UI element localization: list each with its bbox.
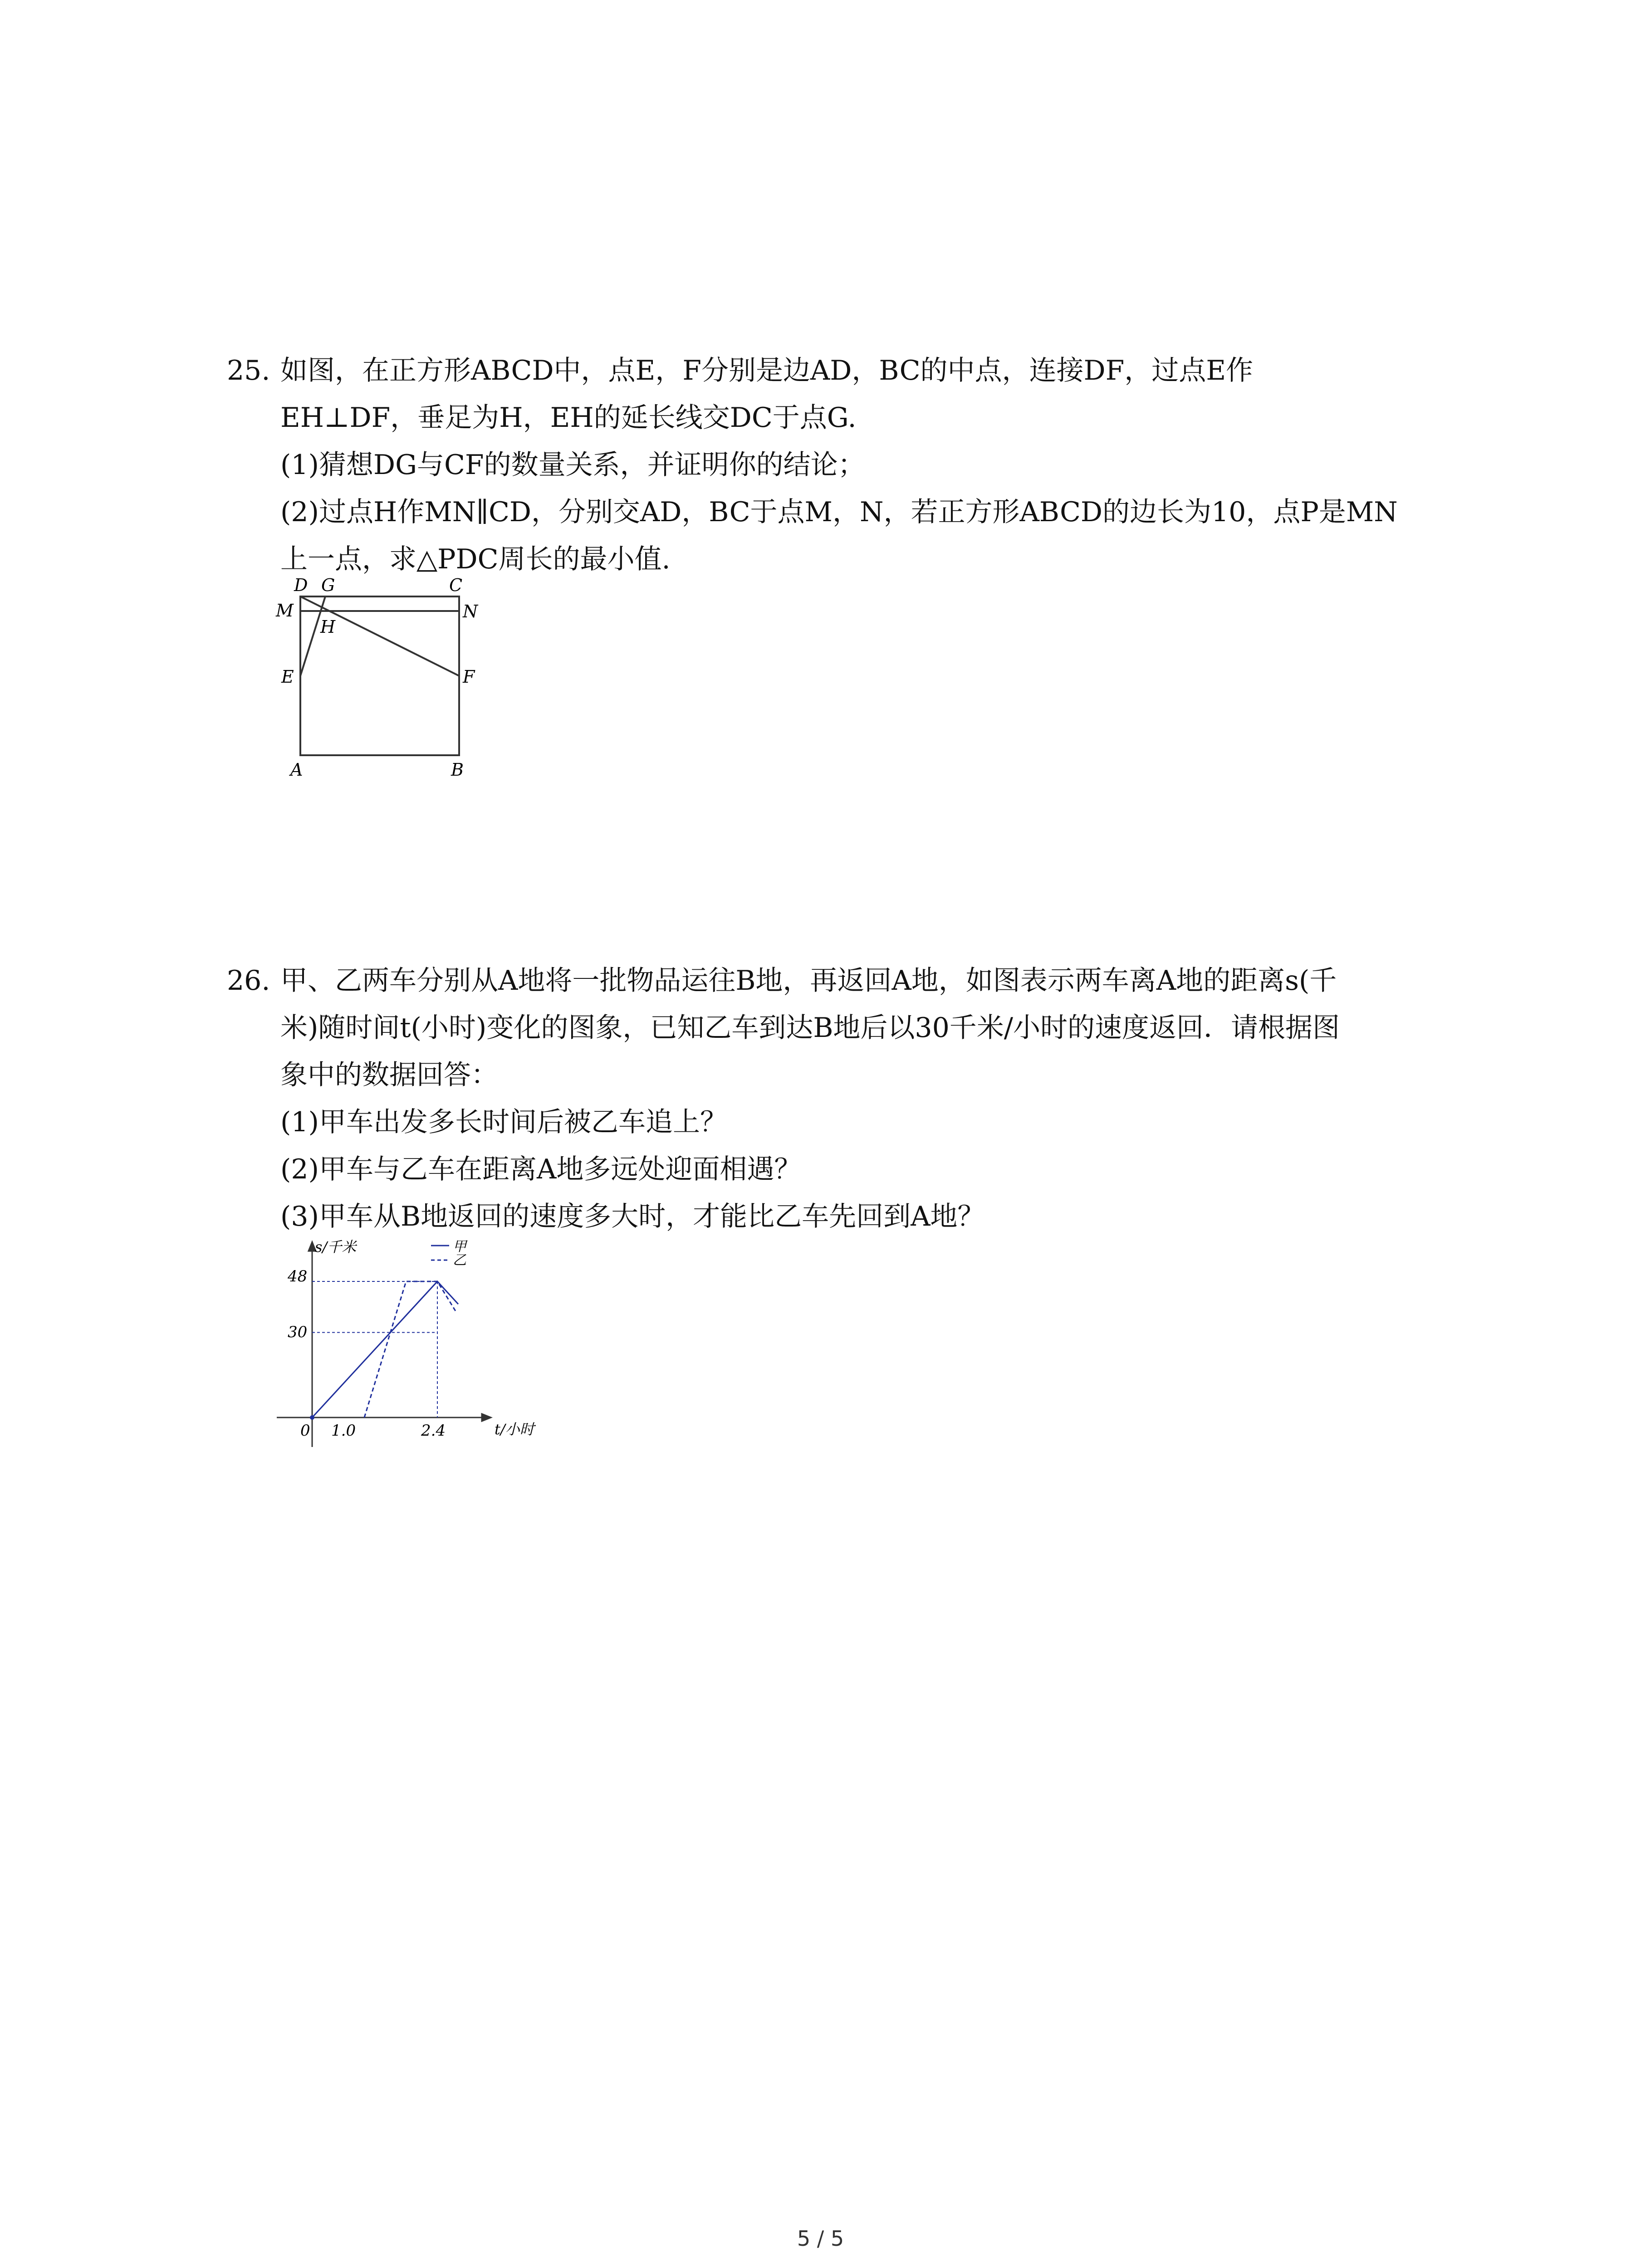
page-number: 5 / 5: [797, 2226, 844, 2251]
y-axis-label: s/千米: [315, 1238, 357, 1256]
origin-point: [310, 1415, 314, 1420]
q26-line-5: (2)甲车与乙车在距离A地多远处迎面相遇？: [280, 1154, 802, 1185]
x-axis-label: t/小时: [495, 1421, 534, 1438]
label-g: G: [321, 575, 335, 595]
q25-square-figure: [272, 569, 508, 782]
q25-line-3: (1)猜想DG与CF的数量关系，并证明你的结论；: [280, 449, 865, 481]
q25-line-2: EH⊥DF，垂足为H，EH的延长线交DC于点G.: [280, 402, 857, 434]
q26-line-6: (3)甲车从B地返回的速度多大时，才能比乙车先回到A地？: [280, 1201, 985, 1232]
q25-line-1: 25. 如图，在正方形ABCD中，点E，F分别是边AD，BC的中点，连接DF，过点E作: [227, 347, 1452, 394]
label-a: A: [290, 760, 303, 780]
series-line-yi: [364, 1281, 456, 1418]
label-b: B: [451, 760, 464, 780]
q26-line-4: (1)甲车出发多长时间后被乙车追上？: [280, 1106, 727, 1138]
label-d: D: [294, 575, 308, 595]
label-e: E: [281, 667, 294, 687]
origin-label: 0: [300, 1422, 310, 1440]
q25-line-4: (2)过点H作MN∥CD，分别交AD，BC于点M，N，若正方形ABCD的边长为10，点P是MN: [280, 496, 1398, 528]
q26-line-1: 26. 甲、乙两车分别从A地将一批物品运往B地，再返回A地，如图表示两车离A地的距离s(千: [227, 957, 1452, 1004]
x-axis-arrow: [482, 1414, 491, 1421]
label-m: M: [276, 601, 294, 621]
q26-line-3: 象中的数据回答：: [280, 1059, 498, 1091]
q25-line-5: 上一点，求△PDC周长的最小值.: [280, 543, 671, 575]
q25-number: 25.: [227, 355, 270, 386]
legend-label-jia: 甲: [453, 1239, 466, 1255]
y-tick-label: 30: [288, 1323, 308, 1341]
label-c: C: [449, 575, 463, 595]
x-tick-label: 1.0: [331, 1422, 356, 1440]
q26-distance-time-chart: [268, 1234, 540, 1447]
y-tick-label: 48: [288, 1267, 308, 1286]
label-n: N: [463, 601, 478, 621]
q26-line-2: 米)随时间t(小时)变化的图象，已知乙车到达B地后以30千米/小时的速度返回．请根据图: [280, 1012, 1340, 1044]
q26-number: 26.: [227, 965, 270, 997]
label-f: F: [463, 667, 475, 687]
label-h: H: [320, 617, 336, 637]
x-tick-label: 2.4: [421, 1422, 446, 1440]
question-26: [227, 957, 1452, 1240]
legend-label-yi: 乙: [453, 1252, 466, 1268]
question-25: [227, 347, 1452, 583]
